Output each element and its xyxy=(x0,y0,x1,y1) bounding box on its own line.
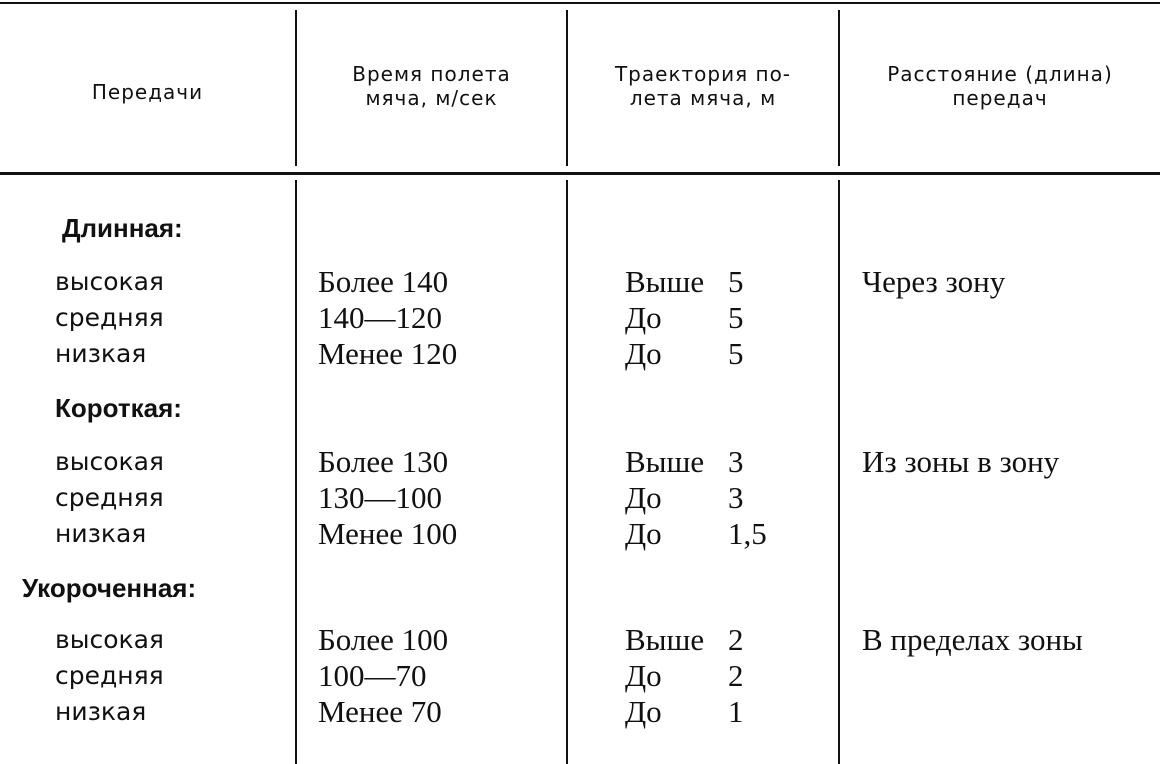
pass-kind: высокая xyxy=(55,625,164,654)
flight-time: 100—70 xyxy=(318,658,427,693)
distance-cell: Из зоны в зону xyxy=(862,444,1060,479)
group-title: Укороченная: xyxy=(22,573,197,603)
flight-time: Более 100 xyxy=(318,622,449,657)
pass-kind: средняя xyxy=(55,661,164,690)
header-trajectory: Траектория по- лета мяча, м xyxy=(614,62,792,110)
trajectory-word: Выше xyxy=(625,264,705,299)
trajectory-word: До xyxy=(625,336,662,371)
header-passes: Передачи xyxy=(91,80,204,104)
column-divider xyxy=(295,180,297,764)
flight-time: 140—120 xyxy=(318,300,442,335)
distance-cell: В пределах зоны xyxy=(862,622,1083,657)
pass-kind: средняя xyxy=(55,483,164,512)
distance-cell: Через зону xyxy=(862,264,1006,299)
trajectory-word: До xyxy=(625,694,662,729)
trajectory-word: До xyxy=(625,658,662,693)
header-distance: Расстояние (длина) передач xyxy=(887,62,1113,110)
trajectory-value: 2 xyxy=(728,658,744,693)
pass-kind: низкая xyxy=(55,519,147,548)
table-top-rule xyxy=(0,2,1160,4)
pass-kind: высокая xyxy=(55,267,164,296)
trajectory-value: 2 xyxy=(728,622,744,657)
trajectory-value: 3 xyxy=(728,444,744,479)
trajectory-word: До xyxy=(625,300,662,335)
pass-kind: высокая xyxy=(55,447,164,476)
group-title: Длинная: xyxy=(62,213,183,243)
column-divider xyxy=(838,180,840,764)
pass-kind: низкая xyxy=(55,697,147,726)
pass-kind: низкая xyxy=(55,339,147,368)
column-divider xyxy=(566,180,568,764)
trajectory-word: Выше xyxy=(625,444,705,479)
flight-time: Более 140 xyxy=(318,264,449,299)
flight-time: Менее 100 xyxy=(318,516,458,551)
flight-time: Более 130 xyxy=(318,444,449,479)
trajectory-word: До xyxy=(625,480,662,515)
flight-time: Менее 120 xyxy=(318,336,458,371)
flight-time: Менее 70 xyxy=(318,694,442,729)
pass-kind: средняя xyxy=(55,303,164,332)
trajectory-value: 1,5 xyxy=(728,516,767,551)
trajectory-value: 5 xyxy=(728,336,744,371)
trajectory-value: 1 xyxy=(728,694,744,729)
header-bottom-rule xyxy=(0,172,1160,175)
trajectory-value: 5 xyxy=(728,300,744,335)
trajectory-value: 3 xyxy=(728,480,744,515)
trajectory-word: Выше xyxy=(625,622,705,657)
trajectory-word: До xyxy=(625,516,662,551)
flight-time: 130—100 xyxy=(318,480,442,515)
group-title: Короткая: xyxy=(55,393,182,423)
trajectory-value: 5 xyxy=(728,264,744,299)
header-flight-time: Время полета мяча, м/сек xyxy=(352,62,511,110)
